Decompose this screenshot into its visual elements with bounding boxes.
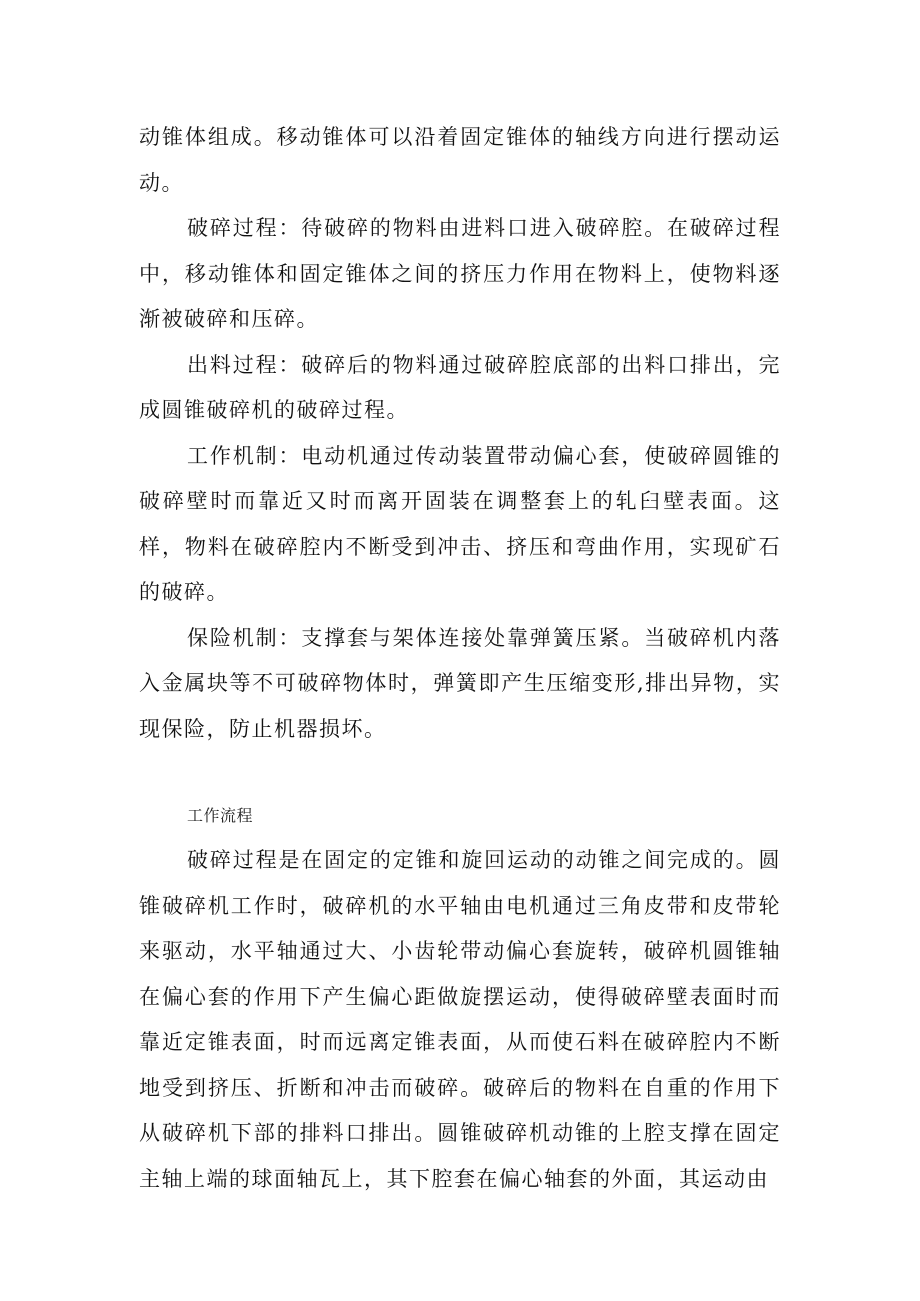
section-heading: 工作流程: [187, 806, 254, 825]
paragraph-discharge-process: 出料过程：破碎后的物料通过破碎腔底部的出料口排出，完成圆锥破碎机的破碎过程。: [139, 352, 781, 422]
paragraph-continuation: 动锥体组成。移动锥体可以沿着固定锥体的轴线方向进行摆动运动。: [139, 125, 781, 195]
document-body: [139, 115, 781, 1202]
paragraph-crushing-process: 破碎过程：待破碎的物料由进料口进入破碎腔。在破碎过程中，移动锥体和固定锥体之间的挤压力作用在物料上，使物料逐渐被破碎和压碎。: [139, 216, 781, 331]
paragraph-safety-mechanism: 保险机制：支撑套与架体连接处靠弹簧压紧。当破碎机内落入金属块等不可破碎物体时，弹簧即产生压缩变形,排出异物，实现保险，防止机器损坏。: [139, 625, 781, 741]
paragraph-workflow: 破碎过程是在固定的定锥和旋回运动的动锥之间完成的。圆锥破碎机工作时，破碎机的水平轴由电机通过三角皮带和皮带轮来驱动，水平轴通过大、小齿轮带动偏心套旋转，破碎机圆锥轴在偏心套的作用下产生偏心距做旋摆运动，使得破碎壁表面时而靠近定锥表面，时而远离定锥表面，从而使石料在破碎腔内不断地受到挤压、折断和冲击而破碎。破碎后的物料在自重的作用下从破碎机下部的排料口排出。圆锥破碎机动锥的上腔支撑在固定主轴上端的球面轴瓦上，其下腔套在偏心轴套的外面，其运动由: [139, 848, 781, 1191]
paragraph-working-mechanism: 工作机制：电动机通过传动装置带动偏心套，使破碎圆锥的破碎壁时而靠近又时而离开固装在调整套上的轧臼壁表面。这样，物料在破碎腔内不断受到冲击、挤压和弯曲作用，实现矿石的破碎。: [139, 443, 781, 604]
